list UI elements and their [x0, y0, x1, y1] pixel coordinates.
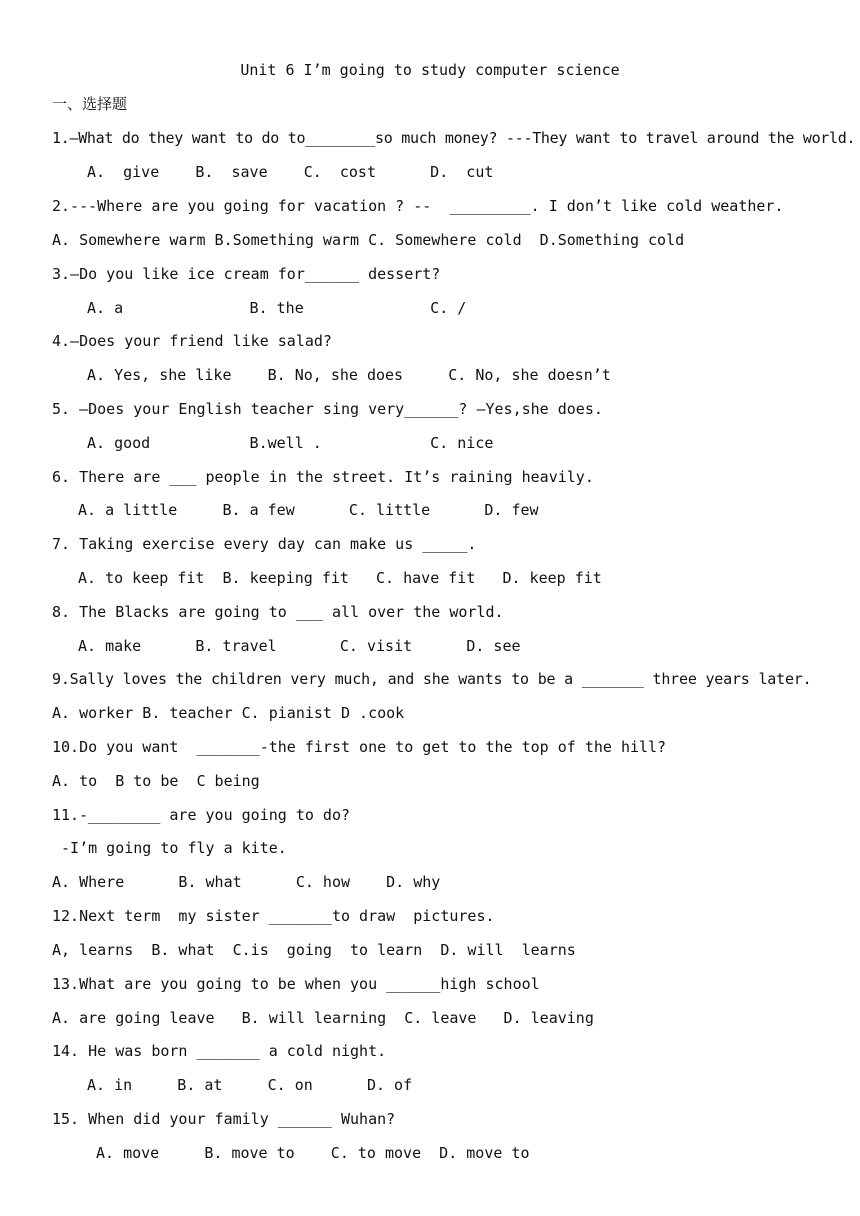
- answer-11: -I’m going to fly a kite.: [52, 839, 287, 857]
- question-12: 12.Next term my sister _______to draw pictures.: [52, 907, 495, 925]
- question-7: 7. Taking exercise every day can make us _____.: [52, 535, 477, 553]
- question-11: 11.-________ are you going to do?: [52, 806, 351, 824]
- options-1: A. give B. save C. cost D. cut: [87, 163, 494, 181]
- options-4: A. Yes, she like B. No, she does C. No, she doesn’t: [87, 366, 611, 384]
- question-10: 10.Do you want _______-the first one to get to the top of the hill?: [52, 738, 667, 756]
- question-9: 9.Sally loves the children very much, and she wants to be a _______ three years later.: [52, 670, 812, 688]
- options-6: A. a little B. a few C. little D. few: [78, 501, 539, 519]
- options-13: A. are going leave B. will learning C. leave D. leaving: [52, 1009, 594, 1027]
- options-8: A. make B. travel C. visit D. see: [78, 637, 521, 655]
- question-14: 14. He was born _______ a cold night.: [52, 1042, 387, 1060]
- options-11: A. Where B. what C. how D. why: [52, 873, 441, 891]
- options-10: A. to B to be C being: [52, 772, 260, 790]
- options-3: A. a B. the C. /: [87, 299, 467, 317]
- question-8: 8. The Blacks are going to ___ all over the world.: [52, 603, 504, 621]
- page-title: Unit 6 I’m going to study computer science: [240, 61, 620, 79]
- options-12: A, learns B. what C.is going to learn D. will learns: [52, 941, 576, 959]
- question-3: 3.—Do you like ice cream for______ dessert?: [52, 265, 441, 283]
- options-14: A. in B. at C. on D. of: [87, 1076, 413, 1094]
- options-9: A. worker B. teacher C. pianist D .cook: [52, 704, 405, 722]
- question-6: 6. There are ___ people in the street. It’s raining heavily.: [52, 468, 594, 486]
- options-5: A. good B.well . C. nice: [87, 434, 494, 452]
- options-7: A. to keep fit B. keeping fit C. have fit D. keep fit: [78, 569, 602, 587]
- question-1: 1.—What do they want to do to________so much money? ---They want to travel around the world.: [52, 129, 856, 147]
- section-heading: 一、选择题: [52, 95, 128, 113]
- question-5: 5. –Does your English teacher sing very______? –Yes,she does.: [52, 400, 603, 418]
- options-15: A. move B. move to C. to move D. move to: [96, 1144, 530, 1162]
- question-2: 2.---Where are you going for vacation ? -- _________. I don’t like cold weather.: [52, 197, 784, 215]
- question-15: 15. When did your family ______ Wuhan?: [52, 1110, 396, 1128]
- options-2: A. Somewhere warm B.Something warm C. Somewhere cold D.Something cold: [52, 231, 685, 249]
- question-13: 13.What are you going to be when you ______high school: [52, 975, 540, 993]
- question-4: 4.—Does your friend like salad?: [52, 332, 332, 350]
